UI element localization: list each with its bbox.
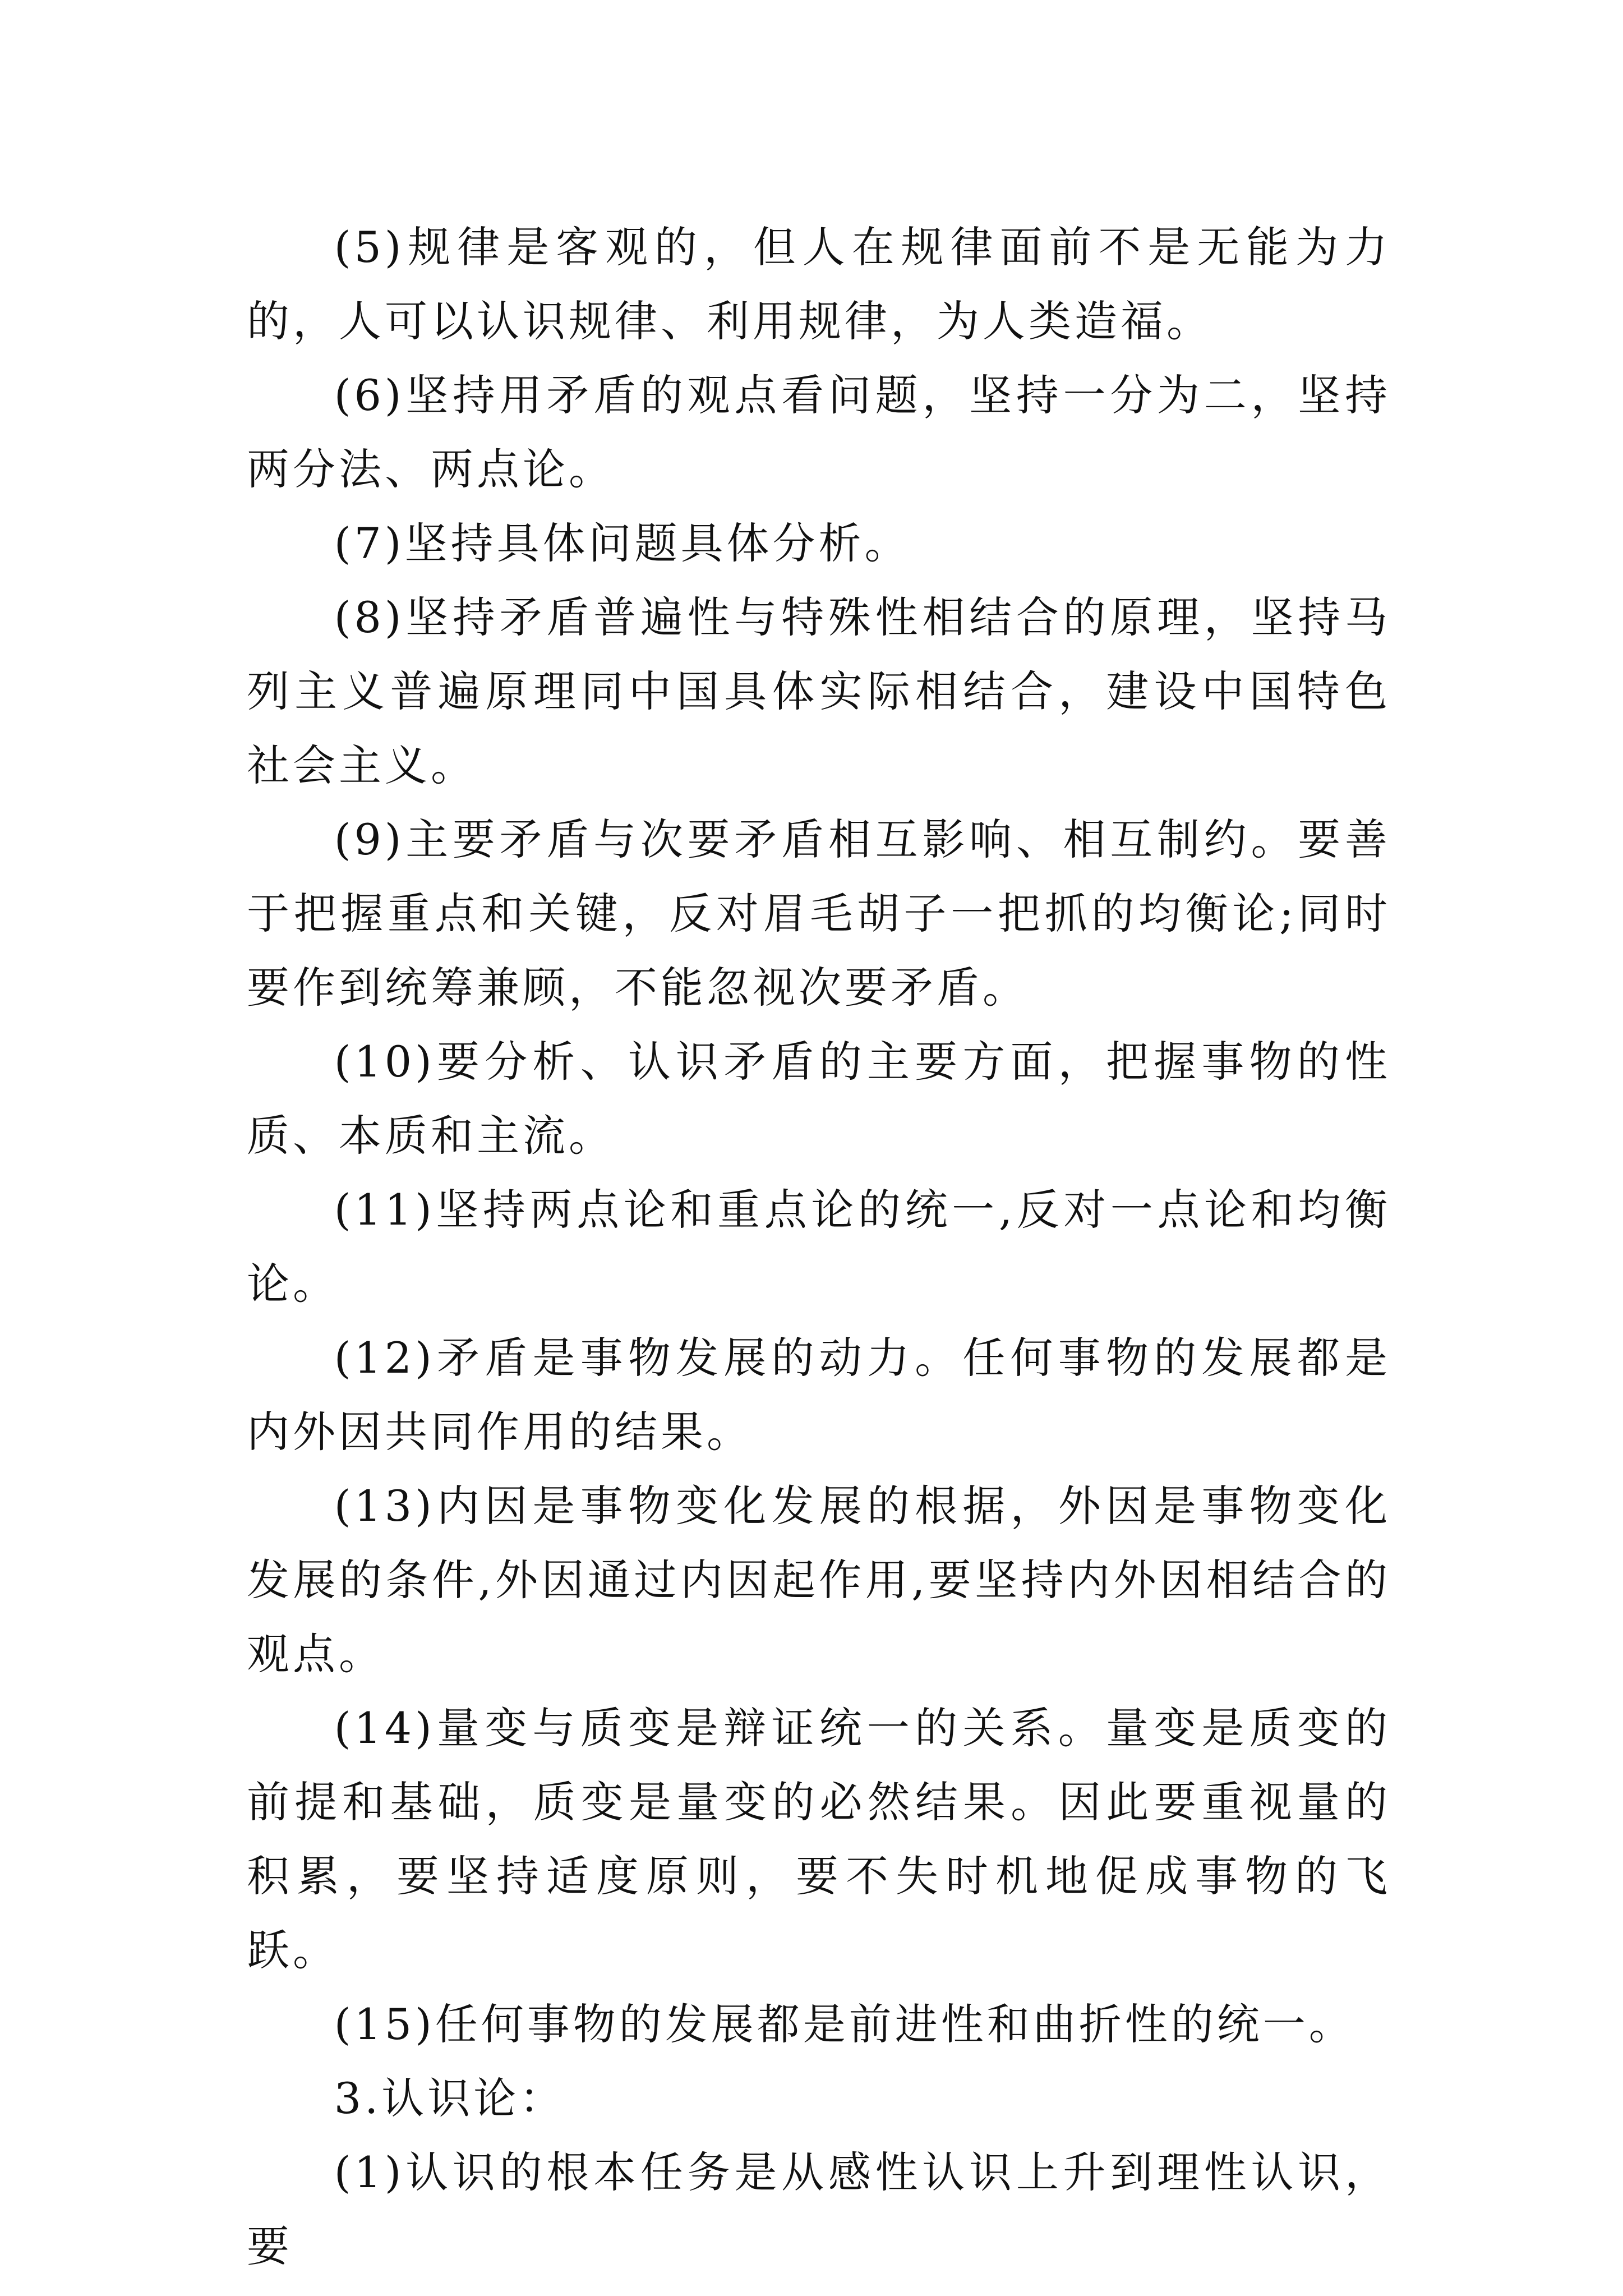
document-page — [247, 210, 1391, 2284]
paragraph-9: (9)主要矛盾与次要矛盾相互影响、相互制约。要善于把握重点和关键，反对眉毛胡子一把抓的均衡论;同时要作到统筹兼顾，不能忽视次要矛盾。 — [247, 815, 1391, 1013]
paragraph-11: (11)坚持两点论和重点论的统一,反对一点论和均衡论。 — [247, 1185, 1391, 1309]
paragraph-6: (6)坚持用矛盾的观点看问题，坚持一分为二，坚持两分法、两点论。 — [247, 370, 1391, 494]
section-heading-epistemology: 3.认识论： — [334, 2073, 566, 2123]
paragraph-12: (12)矛盾是事物发展的动力。任何事物的发展都是内外因共同作用的结果。 — [247, 1333, 1391, 1457]
paragraph-10: (10)要分析、认识矛盾的主要方面，把握事物的性质、本质和主流。 — [247, 1037, 1391, 1161]
paragraph-5: (5)规律是客观的，但人在规律面前不是无能为力的，人可以认识规律、利用规律，为人类造福。 — [247, 222, 1391, 346]
paragraph-8: (8)坚持矛盾普遍性与特殊性相结合的原理，坚持马列主义普遍原理同中国具体实际相结合，建设中国特色社会主义。 — [247, 592, 1391, 790]
paragraph-14: (14)量变与质变是辩证统一的关系。量变是质变的前提和基础，质变是量变的必然结果。因此要重视量的积累，要坚持适度原则，要不失时机地促成事物的飞跃。 — [247, 1703, 1391, 1975]
paragraph-15: (15)任何事物的发展都是前进性和曲折性的统一。 — [334, 1999, 1355, 2049]
paragraph-13: (13)内因是事物变化发展的根据，外因是事物变化发展的条件,外因通过内因起作用,要坚持内外因相结合的观点。 — [247, 1481, 1391, 1679]
paragraph-7: (7)坚持具体问题具体分析。 — [334, 518, 911, 568]
paragraph-epistemology-1: (1)认识的根本任务是从感性认识上升到理性认识，要 — [247, 2147, 1391, 2271]
